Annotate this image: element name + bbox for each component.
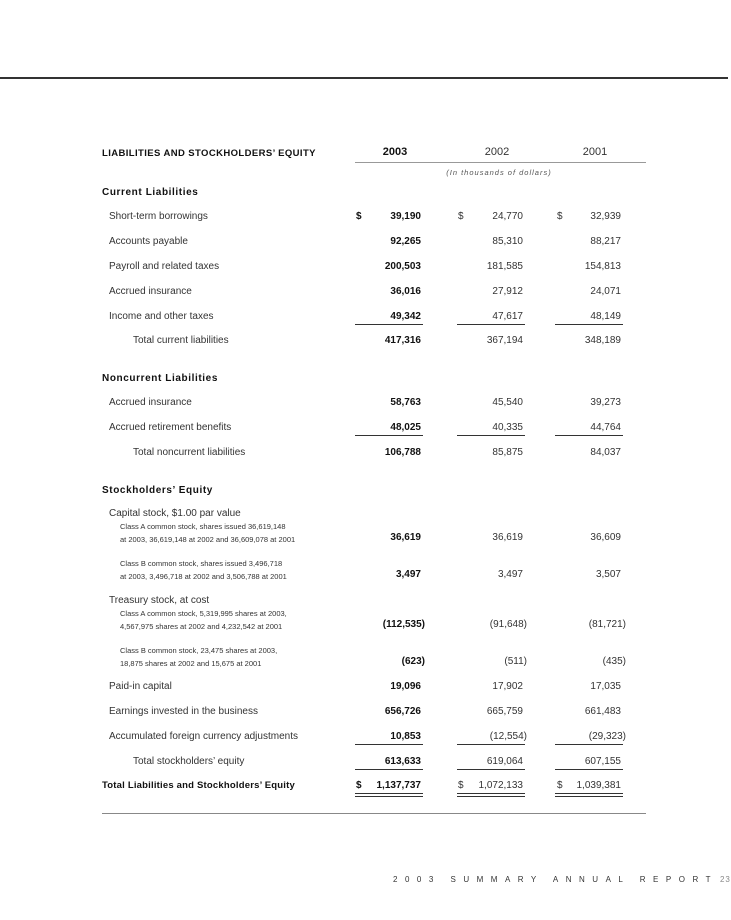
value-2002: 619,064	[486, 756, 523, 767]
currency-symbol: $	[356, 780, 362, 791]
footer-report-title: 2003 SUMMARY ANNUAL REPORT	[393, 875, 718, 884]
value-2001: 84,037	[590, 447, 621, 458]
value-2001: 24,071	[590, 286, 621, 297]
row-short-term-borrowings	[0, 211, 728, 227]
double-underline	[457, 793, 525, 794]
value-2002: 1,072,133	[478, 780, 523, 791]
row-label: Payroll and related taxes	[109, 261, 220, 272]
value-2003: 3,497	[395, 569, 421, 580]
value-2001: (81,721)	[588, 619, 626, 630]
row-label: Accrued insurance	[109, 286, 192, 297]
row-label: Income and other taxes	[109, 311, 214, 322]
row-total-current-liabilities	[0, 335, 728, 351]
value-2001: 39,273	[590, 397, 621, 408]
double-underline	[355, 796, 423, 797]
underline	[355, 435, 423, 436]
value-2001: 88,217	[590, 236, 621, 247]
value-2002: 27,912	[492, 286, 523, 297]
value-2002: 47,617	[492, 311, 523, 322]
double-underline	[355, 793, 423, 794]
value-2002: 3,497	[497, 569, 523, 580]
value-2002: 665,759	[486, 706, 523, 717]
value-2001: 3,507	[595, 569, 621, 580]
row-treasury-class-b	[0, 643, 728, 673]
row-label-line-2: at 2003, 3,496,718 at 2002 and 3,506,788 at 2001	[120, 572, 287, 581]
value-2001: 44,764	[590, 422, 621, 433]
year-2002-header: 2002	[484, 146, 510, 158]
row-class-a-common-stock	[0, 519, 728, 549]
row-noncurrent-accrued-insurance	[0, 397, 728, 413]
value-2003: 58,763	[390, 397, 421, 408]
double-underline	[555, 793, 623, 794]
value-2003: 106,788	[384, 447, 421, 458]
underline	[355, 769, 423, 770]
section-noncurrent-liabilities: Noncurrent Liabilities	[102, 373, 218, 384]
row-label: Treasury stock, at cost	[109, 595, 210, 606]
underline	[457, 324, 525, 325]
value-2003: 36,016	[390, 286, 421, 297]
section-current-liabilities: Current Liabilities	[102, 187, 199, 198]
row-label: Accumulated foreign currency adjustments	[109, 731, 298, 742]
row-label: Total noncurrent liabilities	[133, 447, 246, 458]
value-2002: 367,194	[486, 335, 523, 346]
section-stockholders-equity: Stockholders’ Equity	[102, 485, 213, 496]
value-2002: 85,310	[492, 236, 523, 247]
currency-symbol: $	[557, 780, 563, 791]
currency-symbol: $	[458, 211, 464, 222]
row-total-noncurrent-liabilities	[0, 447, 728, 463]
row-label: Total Liabilities and Stockholders’ Equity	[102, 780, 295, 791]
units-note: (In thousands of dollars)	[446, 168, 552, 177]
value-2002: 17,902	[492, 681, 523, 692]
value-2003: 19,096	[390, 681, 421, 692]
double-underline	[555, 796, 623, 797]
header-rule	[355, 162, 646, 163]
value-2002: 45,540	[492, 397, 523, 408]
value-2002: 181,585	[486, 261, 523, 272]
row-accrued-insurance	[0, 286, 728, 302]
value-2001: 154,813	[584, 261, 621, 272]
row-treasury-class-a	[0, 606, 728, 636]
value-2002: 36,619	[492, 532, 523, 543]
value-2001: 17,035	[590, 681, 621, 692]
row-class-b-common-stock	[0, 556, 728, 586]
page-number: 23	[719, 875, 731, 884]
year-2003-header: 2003	[382, 146, 408, 158]
row-label: Total current liabilities	[133, 335, 229, 346]
underline	[355, 324, 423, 325]
underline	[555, 324, 623, 325]
value-2003: 36,619	[390, 532, 421, 543]
double-underline	[457, 796, 525, 797]
value-2003: 1,137,737	[376, 780, 421, 791]
value-2003: 656,726	[384, 706, 421, 717]
year-2001-header: 2001	[582, 146, 608, 158]
value-2003: 39,190	[390, 211, 421, 222]
underline	[457, 744, 525, 745]
value-2003: 200,503	[384, 261, 421, 272]
row-label-line-2: at 2003, 36,619,148 at 2002 and 36,609,078 at 2001	[120, 535, 296, 544]
row-label: Earnings invested in the business	[109, 706, 258, 717]
value-2001: 661,483	[584, 706, 621, 717]
currency-symbol: $	[458, 780, 464, 791]
value-2001: 48,149	[590, 311, 621, 322]
row-label: Paid-in capital	[109, 681, 172, 692]
row-label: Accrued retirement benefits	[109, 422, 232, 433]
value-2003: 613,633	[384, 756, 421, 767]
value-2001: 607,155	[584, 756, 621, 767]
row-label: Accounts payable	[109, 236, 188, 247]
value-2001: 1,039,381	[576, 780, 621, 791]
row-label-line-1: Class A common stock, shares issued 36,619,148	[120, 522, 286, 531]
row-payroll-taxes	[0, 261, 728, 277]
value-2003: (623)	[401, 656, 425, 667]
value-2002: 85,875	[492, 447, 523, 458]
top-rule	[0, 77, 728, 79]
value-2003: 49,342	[390, 311, 421, 322]
row-label-line-2: 4,567,975 shares at 2002 and 4,232,542 at 2001	[120, 622, 283, 631]
row-accounts-payable	[0, 236, 728, 252]
underline	[555, 744, 623, 745]
value-2002: 40,335	[492, 422, 523, 433]
row-label: Capital stock, $1.00 par value	[109, 508, 241, 519]
underline	[355, 744, 423, 745]
currency-symbol: $	[557, 211, 563, 222]
row-label: Total stockholders’ equity	[133, 756, 245, 767]
value-2001: (29,323)	[588, 731, 626, 742]
row-label: Short-term borrowings	[109, 211, 208, 222]
value-2003: 417,316	[384, 335, 421, 346]
underline	[555, 769, 623, 770]
underline	[457, 769, 525, 770]
value-2003: 48,025	[390, 422, 421, 433]
value-2002: (12,554)	[489, 731, 527, 742]
row-earnings-invested	[0, 706, 728, 722]
value-2002: (91,648)	[489, 619, 527, 630]
table-title: LIABILITIES AND STOCKHOLDERS’ EQUITY	[102, 148, 316, 159]
footer	[393, 875, 731, 884]
row-label-line-1: Class B common stock, shares issued 3,496,718	[120, 559, 283, 568]
value-2001: 32,939	[590, 211, 621, 222]
underline	[457, 435, 525, 436]
bottom-rule	[102, 813, 646, 814]
value-2003: (112,535)	[382, 619, 425, 630]
value-2003: 92,265	[390, 236, 421, 247]
row-label-line-2: 18,875 shares at 2002 and 15,675 at 2001	[120, 659, 262, 668]
underline	[555, 435, 623, 436]
value-2001: 36,609	[590, 532, 621, 543]
row-label-line-1: Class A common stock, 5,319,995 shares at 2003,	[120, 609, 287, 618]
value-2002: (511)	[504, 656, 527, 667]
row-label: Accrued insurance	[109, 397, 192, 408]
value-2001: (435)	[602, 656, 626, 667]
value-2002: 24,770	[492, 211, 523, 222]
value-2003: 10,853	[390, 731, 421, 742]
row-label-line-1: Class B common stock, 23,475 shares at 2003,	[120, 646, 278, 655]
currency-symbol: $	[356, 211, 362, 222]
row-paid-in-capital	[0, 681, 728, 697]
value-2001: 348,189	[584, 335, 621, 346]
